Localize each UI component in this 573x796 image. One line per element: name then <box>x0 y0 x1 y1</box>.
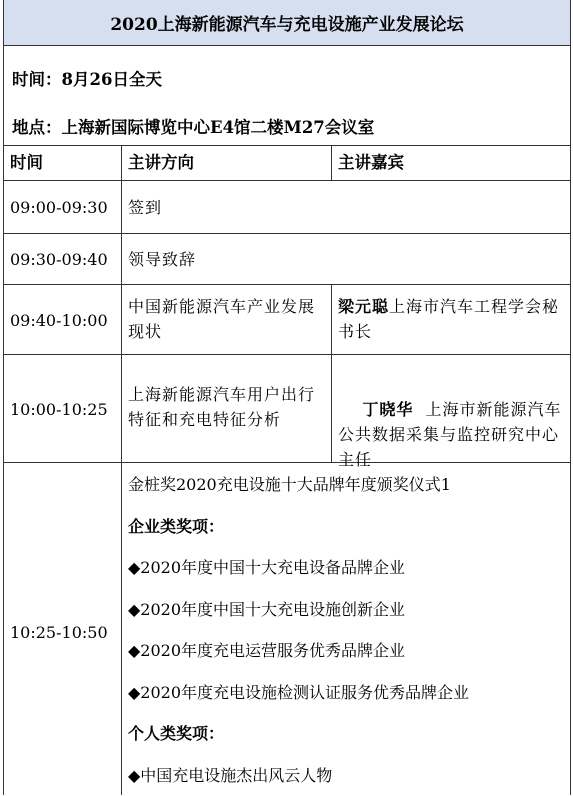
row-divider <box>4 180 570 181</box>
row-speaker <box>338 294 564 344</box>
schedule-sheet <box>3 0 571 795</box>
award-item: ◆2020年度充电设施检测认证服务优秀品牌企业 <box>128 672 564 714</box>
row-topic: 上海新能源汽车用户出行特征和充电特征分析 <box>128 382 328 432</box>
speaker-title: 上海市新能源汽车公共数据采集与监控研究中心主任 <box>338 400 562 469</box>
row-topic: 领导致辞 <box>128 247 328 272</box>
row-time: 09:00-09:30 <box>10 195 122 220</box>
column-divider <box>121 145 122 795</box>
award-item: ◆2020年度中国十大充电设备品牌企业 <box>128 547 564 589</box>
row-time: 09:40-10:00 <box>10 308 122 333</box>
row-topic: 签到 <box>128 195 328 220</box>
row-divider <box>4 284 570 285</box>
row-topic: 中国新能源汽车产业发展现状 <box>128 294 328 344</box>
header-speaker: 主讲嘉宾 <box>338 150 564 175</box>
award-ceremony-list <box>128 464 564 796</box>
event-date: 时间：8月26日全天 <box>12 66 162 90</box>
row-divider <box>4 233 570 234</box>
speaker-name: 丁晓华 <box>362 400 413 419</box>
individual-awards-heading: 个人类奖项： <box>128 713 564 755</box>
forum-title: 2020上海新能源汽车与充电设施产业发展论坛 <box>4 0 570 46</box>
row-time: 09:30-09:40 <box>10 247 122 272</box>
table-top-border <box>4 145 570 146</box>
award-item: ◆2020年度中国十大充电设施创新企业 <box>128 589 564 631</box>
column-divider <box>331 284 332 462</box>
row-time: 10:25-10:50 <box>10 620 122 645</box>
speaker-name: 梁元聪 <box>338 297 389 316</box>
column-divider <box>331 145 332 180</box>
row-time: 10:00-10:25 <box>10 397 122 422</box>
header-topic: 主讲方向 <box>128 150 328 175</box>
speaker-title: 上海市汽车工程学会秘书长 <box>338 297 559 341</box>
award-item: ◆中国充电设施杰出风云人物 <box>128 755 564 796</box>
award-item: ◆2020年度充电运营服务优秀品牌企业 <box>128 630 564 672</box>
award-ceremony-title: 金桩奖2020充电设施十大品牌年度颁奖仪式1 <box>128 464 564 506</box>
enterprise-awards-heading: 企业类奖项： <box>128 506 564 548</box>
row-divider <box>4 354 570 355</box>
header-time: 时间 <box>10 150 122 175</box>
event-location: 地点：上海新国际博览中心E4馆二楼M27会议室 <box>12 114 374 138</box>
